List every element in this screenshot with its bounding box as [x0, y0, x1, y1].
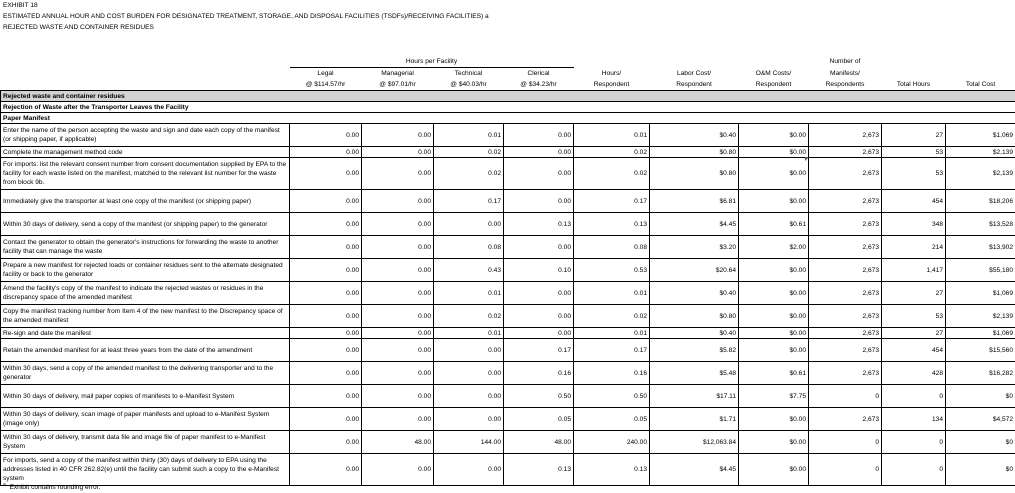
cell-activity: Retain the amended manifest for at least three years from the date of the amendment [1, 339, 290, 362]
cell-total-cost: $0 [946, 454, 1015, 486]
cell-clerical: 0.13 [504, 454, 574, 486]
cell-om: $0.00 [739, 339, 809, 362]
cell-total-cost: $2,139 [946, 305, 1015, 328]
cell-labor: $4.45 [650, 454, 739, 486]
data-rows [1, 124, 1015, 486]
subsubsection-row [1, 113, 1015, 124]
section-title: Rejected waste and container residues [1, 91, 1015, 102]
cell-total-hours: 0 [882, 431, 946, 454]
cell-labor: $0.40 [650, 328, 739, 339]
footnote [3, 483, 100, 492]
cell-respondents: 2,673 [809, 158, 882, 190]
table-row [1, 190, 1015, 213]
cell-hours: 0.17 [574, 339, 650, 362]
cell-total-hours: 53 [882, 305, 946, 328]
cell-total-hours: 27 [882, 124, 946, 147]
cell-respondents: 0 [809, 385, 882, 408]
cell-clerical: 0.05 [504, 408, 574, 431]
cell-activity: For imports: list the relevant consent number from consent documentation supplied by EPA to the facility for each waste listed on the manifest, matched to the relevant list number for the waste from block 9b. [1, 158, 290, 190]
cell-technical: 0.00 [434, 454, 504, 486]
cell-clerical: 0.00 [504, 158, 574, 190]
table-row [1, 236, 1015, 259]
cell-managerial: 0.00 [362, 259, 434, 282]
cell-total-cost: $55,180 [946, 259, 1015, 282]
cell-om: $0.00 [739, 158, 809, 190]
cell-total-hours: 428 [882, 362, 946, 385]
cell-om: $0.00 [739, 190, 809, 213]
table-row [1, 408, 1015, 431]
cell-technical: 0.00 [434, 408, 504, 431]
header-row-1 [1, 56, 1015, 68]
cell-technical: 0.02 [434, 147, 504, 158]
cell-activity: Within 30 days of delivery, transmit data file and image file of paper manifest to e-Manifest System [1, 431, 290, 454]
cell-total-hours: 1,417 [882, 259, 946, 282]
hours-respondent-header-1: Hours/ [601, 69, 622, 77]
total-hours-header: Total Hours [882, 79, 946, 91]
table-row [1, 124, 1015, 147]
cell-legal: 0.00 [290, 124, 362, 147]
cell-om: $0.00 [739, 259, 809, 282]
cell-legal: 0.00 [290, 362, 362, 385]
cell-respondents: 2,673 [809, 124, 882, 147]
cell-hours: 0.01 [574, 282, 650, 305]
cell-om: $2.00 [739, 236, 809, 259]
cell-clerical: 0.10 [504, 259, 574, 282]
legal-header: Legal [317, 70, 334, 77]
cell-managerial: 0.00 [362, 190, 434, 213]
cell-labor: $1.71 [650, 408, 739, 431]
cell-managerial: 48.00 [362, 431, 434, 454]
cell-total-cost: $18,206 [946, 190, 1015, 213]
cell-legal: 0.00 [290, 147, 362, 158]
cell-labor: $17.11 [650, 385, 739, 408]
cell-clerical: 0.00 [504, 328, 574, 339]
table-row [1, 339, 1015, 362]
cell-respondents: 0 [809, 454, 882, 486]
cell-total-cost: $4,572 [946, 408, 1015, 431]
cell-hours: 0.13 [574, 213, 650, 236]
cell-managerial: 0.00 [362, 213, 434, 236]
cell-respondents: 0 [809, 431, 882, 454]
cell-legal: 0.00 [290, 305, 362, 328]
cell-hours: 0.02 [574, 158, 650, 190]
cell-respondents: 2,673 [809, 408, 882, 431]
cell-activity: Immediately give the transporter at least one copy of the manifest (or shipping paper) [1, 190, 290, 213]
cell-managerial: 0.00 [362, 305, 434, 328]
cell-total-hours: 53 [882, 158, 946, 190]
cell-total-cost: $13,528 [946, 213, 1015, 236]
comment-marker [805, 157, 809, 161]
cell-legal: 0.00 [290, 158, 362, 190]
cell-activity: Prepare a new manifest for rejected loads or container residues sent to the alternate designated facility or back to the generator [1, 259, 290, 282]
cell-legal: 0.00 [290, 236, 362, 259]
cell-technical: 144.00 [434, 431, 504, 454]
cell-clerical: 0.13 [504, 213, 574, 236]
cell-activity: Within 30 days of delivery, send a copy of the manifest (or shipping paper) to the generator [1, 213, 290, 236]
cell-respondents: 2,673 [809, 282, 882, 305]
cell-activity: Re-sign and date the manifest [1, 328, 290, 339]
table-row [1, 362, 1015, 385]
cell-om: $0.00 [739, 408, 809, 431]
cell-total-hours: 348 [882, 213, 946, 236]
cell-hours: 0.02 [574, 305, 650, 328]
technical-header: Technical [454, 70, 483, 77]
cell-activity: Copy the manifest tracking number from Item 4 of the new manifest to the Discrepancy space of the amended manifest [1, 305, 290, 328]
footnote-marker: a [3, 481, 6, 488]
cell-respondents: 2,673 [809, 236, 882, 259]
cell-technical: 0.00 [434, 362, 504, 385]
cell-technical: 0.01 [434, 124, 504, 147]
cell-hours: 0.08 [574, 236, 650, 259]
cell-hours: 0.53 [574, 259, 650, 282]
table-row [1, 454, 1015, 486]
cell-labor: $5.48 [650, 362, 739, 385]
table-row [1, 158, 1015, 190]
om-cost-header-2: Respondent [739, 79, 809, 91]
table-row [1, 431, 1015, 454]
cell-labor: $0.80 [650, 305, 739, 328]
cell-labor: $3.20 [650, 236, 739, 259]
cell-respondents: 2,673 [809, 305, 882, 328]
header-row-3 [1, 79, 1015, 91]
cell-hours: 240.00 [574, 431, 650, 454]
cell-activity: Within 30 days of delivery, scan image of paper manifests and upload to e-Manifest System (image only) [1, 408, 290, 431]
cell-managerial: 0.00 [362, 158, 434, 190]
legal-rate: @ $114.57/hr [290, 79, 362, 91]
cell-om: $0.00 [739, 454, 809, 486]
table-row [1, 282, 1015, 305]
cell-hours: 0.01 [574, 328, 650, 339]
subsection-title: Rejection of Waste after the Transporter Leaves the Facility [1, 102, 1015, 113]
cell-managerial: 0.00 [362, 408, 434, 431]
cell-legal: 0.00 [290, 213, 362, 236]
cell-legal: 0.00 [290, 431, 362, 454]
cell-legal: 0.00 [290, 190, 362, 213]
cell-hours: 0.50 [574, 385, 650, 408]
cell-hours: 0.16 [574, 362, 650, 385]
cell-clerical: 0.16 [504, 362, 574, 385]
table-row [1, 213, 1015, 236]
cell-activity: Contact the generator to obtain the generator's instructions for forwarding the waste to another facility that can manage the waste [1, 236, 290, 259]
cell-managerial: 0.00 [362, 328, 434, 339]
cell-technical: 0.02 [434, 305, 504, 328]
cell-clerical: 0.50 [504, 385, 574, 408]
clerical-header: Clerical [527, 70, 550, 77]
hours-respondent-header-2: Respondent [574, 79, 650, 91]
cell-total-hours: 454 [882, 190, 946, 213]
cell-activity: Within 30 days, send a copy of the amended manifest to the delivering transporter and to the generator [1, 362, 290, 385]
cell-total-hours: 0 [882, 454, 946, 486]
clerical-rate: @ $34.23/hr [504, 79, 574, 91]
section-row [1, 91, 1015, 102]
cell-technical: 0.02 [434, 158, 504, 190]
cell-respondents: 2,673 [809, 190, 882, 213]
cell-total-hours: 27 [882, 328, 946, 339]
num-manifests-header-1: Number of [829, 58, 861, 66]
cell-labor: $12,063.84 [650, 431, 739, 454]
cell-clerical: 0.17 [504, 339, 574, 362]
cell-activity: Within 30 days of delivery, mail paper copies of manifests to e-Manifest System [1, 385, 290, 408]
burden-table [0, 56, 1015, 486]
cell-om: $0.00 [739, 431, 809, 454]
cell-clerical: 0.00 [504, 190, 574, 213]
cell-technical: 0.43 [434, 259, 504, 282]
cell-labor: $0.40 [650, 124, 739, 147]
cell-total-hours: 134 [882, 408, 946, 431]
cell-legal: 0.00 [290, 339, 362, 362]
cell-technical: 0.17 [434, 190, 504, 213]
cell-total-hours: 53 [882, 147, 946, 158]
om-cost-header-1: O&M Costs/ [755, 69, 792, 77]
cell-clerical: 0.00 [504, 282, 574, 305]
footnote-text: Exhibit contains rounding error. [9, 484, 101, 491]
cell-om: $0.00 [739, 124, 809, 147]
cell-managerial: 0.00 [362, 339, 434, 362]
cell-labor: $0.80 [650, 147, 739, 158]
labor-cost-header-2: Respondent [650, 79, 739, 91]
cell-total-cost: $2,139 [946, 147, 1015, 158]
cell-hours: 0.05 [574, 408, 650, 431]
subsection-row [1, 102, 1015, 113]
cell-technical: 0.01 [434, 328, 504, 339]
cell-managerial: 0.00 [362, 124, 434, 147]
cell-om: $0.00 [739, 282, 809, 305]
cell-legal: 0.00 [290, 328, 362, 339]
cell-legal: 0.00 [290, 454, 362, 486]
cell-managerial: 0.00 [362, 362, 434, 385]
cell-total-cost: $15,560 [946, 339, 1015, 362]
cell-clerical: 0.00 [504, 236, 574, 259]
cell-clerical: 0.00 [504, 147, 574, 158]
cell-legal: 0.00 [290, 259, 362, 282]
managerial-header: Managerial [381, 70, 414, 77]
cell-managerial: 0.00 [362, 454, 434, 486]
table-row [1, 305, 1015, 328]
cell-total-cost: $1,069 [946, 328, 1015, 339]
managerial-rate: @ $97.01/hr [362, 79, 434, 91]
cell-total-cost: $0 [946, 385, 1015, 408]
table-row [1, 385, 1015, 408]
cell-technical: 0.00 [434, 339, 504, 362]
technical-rate: @ $40.03/hr [434, 79, 504, 91]
cell-hours: 0.02 [574, 147, 650, 158]
cell-technical: 0.01 [434, 282, 504, 305]
header-row-2 [1, 68, 1015, 80]
cell-respondents: 2,673 [809, 259, 882, 282]
cell-labor: $0.40 [650, 282, 739, 305]
cell-labor: $6.81 [650, 190, 739, 213]
cell-legal: 0.00 [290, 282, 362, 305]
cell-total-hours: 27 [882, 282, 946, 305]
cell-clerical: 48.00 [504, 431, 574, 454]
cell-total-cost: $1,069 [946, 124, 1015, 147]
cell-technical: 0.00 [434, 213, 504, 236]
table-row [1, 259, 1015, 282]
cell-managerial: 0.00 [362, 282, 434, 305]
hours-per-facility-header: Hours per Facility [290, 56, 574, 68]
exhibit-number: EXHIBIT 18 [3, 2, 38, 9]
cell-labor: $5.82 [650, 339, 739, 362]
cell-total-cost: $0 [946, 431, 1015, 454]
cell-labor: $0.80 [650, 158, 739, 190]
cell-total-cost: $1,069 [946, 282, 1015, 305]
cell-technical: 0.00 [434, 385, 504, 408]
cell-respondents: 2,673 [809, 213, 882, 236]
cell-clerical: 0.00 [504, 305, 574, 328]
exhibit-subtitle: REJECTED WASTE AND CONTAINER RESIDUES [3, 24, 154, 31]
cell-technical: 0.08 [434, 236, 504, 259]
table-row [1, 147, 1015, 158]
num-manifests-header-2: Manifests/ [829, 69, 861, 77]
cell-om: $0.61 [739, 213, 809, 236]
cell-total-cost: $13,902 [946, 236, 1015, 259]
cell-hours: 0.01 [574, 124, 650, 147]
num-manifests-header-3: Respondents [809, 79, 882, 91]
cell-activity: For imports, send a copy of the manifest within thirty (30) days of delivery to EPA using the addresses listed in 40 CFR 262.82(e) until the facility can submit such a copy to the e-Manifest system [1, 454, 290, 486]
cell-activity: Amend the facility's copy of the manifest to indicate the rejected wastes or residues in the discrepancy space of the amended manifest [1, 282, 290, 305]
subsubsection-title: Paper Manifest [1, 113, 1015, 124]
cell-legal: 0.00 [290, 408, 362, 431]
total-cost-header: Total Cost [946, 79, 1015, 91]
cell-labor: $20.64 [650, 259, 739, 282]
cell-om: $0.00 [739, 147, 809, 158]
cell-respondents: 2,673 [809, 362, 882, 385]
exhibit-title: ESTIMATED ANNUAL HOUR AND COST BURDEN FOR DESIGNATED TREATMENT, STORAGE, AND DISPOSAL FACILITIES (TSDFs)/RECEIVING FACILITIES) a [3, 13, 489, 20]
cell-managerial: 0.00 [362, 385, 434, 408]
cell-om: $0.61 [739, 362, 809, 385]
cell-total-hours: 454 [882, 339, 946, 362]
cell-respondents: 2,673 [809, 147, 882, 158]
cell-clerical: 0.00 [504, 124, 574, 147]
cell-managerial: 0.00 [362, 147, 434, 158]
labor-cost-header-1: Labor Cost/ [676, 69, 712, 77]
cell-activity: Complete the management method code [1, 147, 290, 158]
cell-om: $0.00 [739, 305, 809, 328]
cell-total-hours: 0 [882, 385, 946, 408]
cell-managerial: 0.00 [362, 236, 434, 259]
cell-activity: Enter the name of the person accepting the waste and sign and date each copy of the manifest (or shipping paper, if applicable) [1, 124, 290, 147]
cell-legal: 0.00 [290, 385, 362, 408]
cell-total-cost: $2,139 [946, 158, 1015, 190]
cell-om: $0.00 [739, 328, 809, 339]
cell-hours: 0.13 [574, 454, 650, 486]
cell-respondents: 2,673 [809, 339, 882, 362]
cell-respondents: 2,673 [809, 328, 882, 339]
table-row [1, 328, 1015, 339]
cell-total-hours: 214 [882, 236, 946, 259]
cell-labor: $4.45 [650, 213, 739, 236]
cell-hours: 0.17 [574, 190, 650, 213]
cell-om: $7.75 [739, 385, 809, 408]
cell-total-cost: $16,282 [946, 362, 1015, 385]
